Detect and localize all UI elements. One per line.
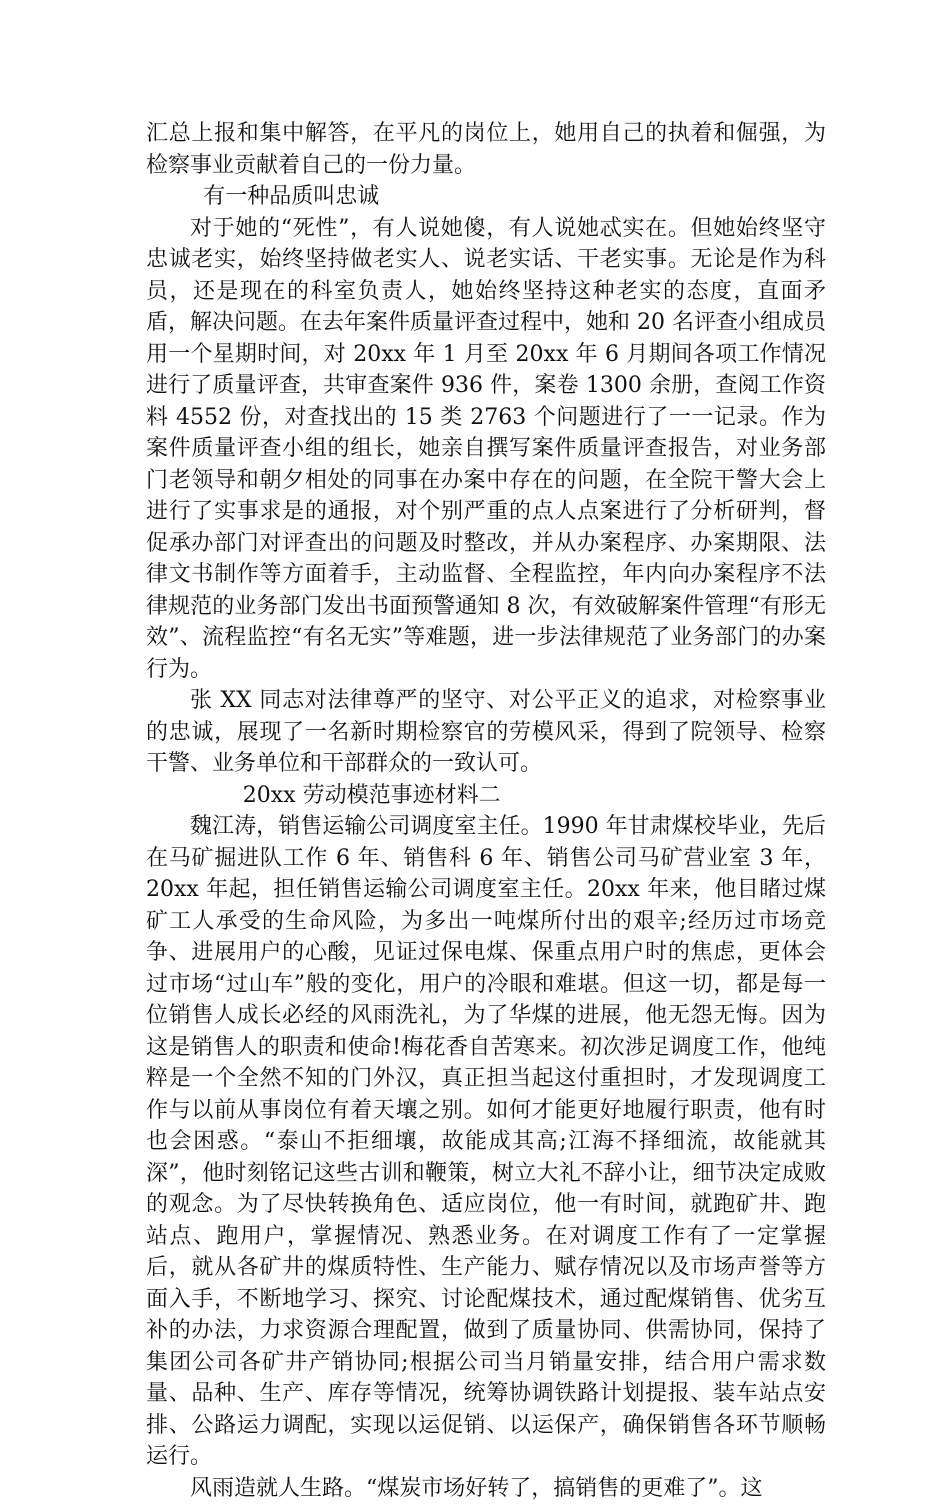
paragraph-continuation: 汇总上报和集中解答，在平凡的岗位上，她用自己的执着和倔强，为检察事业贡献着自己的一份力量。 [146,118,826,181]
paragraph-loyalty-body: 对于她的“死性”，有人说她傻，有人说她忒实在。但她始终坚守忠诚老实，始终坚持做老实人、说老实话、干老实事。无论是作为科员，还是现在的科室负责人，她始终坚持这种老实的态度，直面矛盾，解决问题。在去年案件质量评查过程中，她和 20 名评查小组成员用一个星期时间，对 20xx 年 1 月至 20xx 年 6 月期间各项工作情况进行了质量评查，共审查案件 936 件，案卷 1300 余册，查阅工作资料 4552 份，对查找出的 15 类 2763 个问题进行了一一记录。作为案件质量评查小组的组长，她亲自撰写案件质量评查报告，对业务部门老领导和朝夕相处的同事在办案中存在的问题，在全院干警大会上进行了实事求是的通报，对个别严重的点人点案进行了分析研判，督促承办部门对评查出的问题及时整改，并从办案程序、办案期限、法律文书制作等方面着手，主动监督、全程监控，年内向办案程序不法律规范的业务部门发出书面预警通知 8 次，有效破解案件管理“有形无效”、流程监控“有名无实”等难题，进一步法律规范了业务部门的办案行为。 [146,213,826,686]
section-heading-material-two: 20xx 劳动模范事迹材料二 [146,780,826,812]
paragraph-wei-jiangtao: 魏江涛，销售运输公司调度室主任。1990 年甘肃煤校毕业，先后在马矿掘进队工作 6 年、销售科 6 年、销售公司马矿营业室 3 年，20xx 年起，担任销售运输公司调度室主任。20xx 年来，他目睹过煤矿工人承受的生命风险，为多出一吨煤所付出的艰辛;经历过市场竞争、进展用户的心酸，见证过保电煤、保重点用户时的焦虑，更体会过市场“过山车”般的变化，用户的冷眼和难堪。但这一切，都是每一位销售人成长必经的风雨洗礼，为了华煤的进展，他无怨无悔。因为这是销售人的职责和使命!梅花香自苦寒来。初次涉足调度工作，他纯粹是一个全然不知的门外汉，真正担当起这付重担时，才发现调度工作与以前从事岗位有着天壤之别。如何才能更好地履行职责，他有时也会困惑。“泰山不拒细壤，故能成其高;江海不择细流，故能就其深”，他时刻铭记这些古训和鞭策，树立大礼不辞小让，细节决定成败的观念。为了尽快转换角色、适应岗位，他一有时间，就跑矿井、跑站点、跑用户，掌握情况、熟悉业务。在对调度工作有了一定掌握后，就从各矿井的煤质特性、生产能力、赋存情况以及市场声誉等方面入手，不断地学习、探究、讨论配煤技术，通过配煤销售、优劣互补的办法，力求资源合理配置，做到了质量协同、供需协同，保持了集团公司各矿井产销协同;根据公司当月销量安排，结合用户需求数量、品种、生产、库存等情况，统筹协调铁路计划提报、装车站点安排、公路运力调配，实现以运促销、以运保产，确保销售各环节顺畅运行。 [146,811,826,1473]
document-body [146,118,826,1504]
paragraph-summary: 张 XX 同志对法律尊严的坚守、对公平正义的追求，对检察事业的忠诚，展现了一名新时期检察官的劳模风采，得到了院领导、检察干警、业务单位和干部群众的一致认可。 [146,685,826,780]
section-heading-loyalty: 有一种品质叫忠诚 [146,181,826,213]
paragraph-trailing: 风雨造就人生路。“煤炭市场好转了，搞销售的更难了”。这 [146,1473,826,1504]
